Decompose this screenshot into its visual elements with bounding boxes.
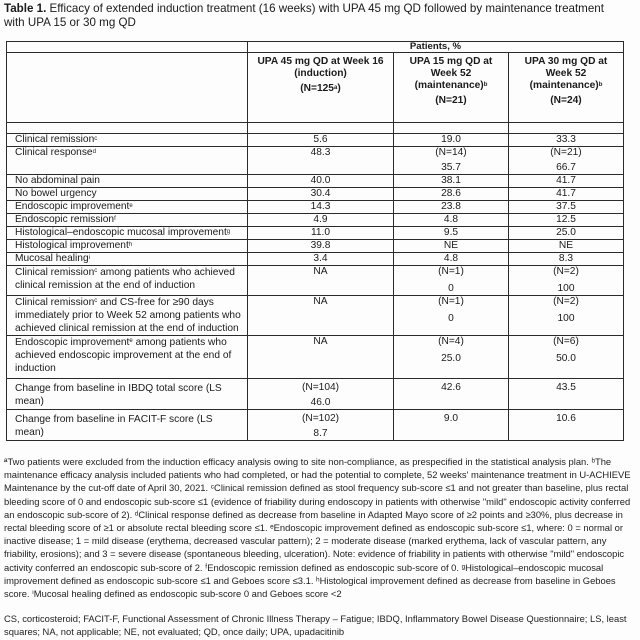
table-row: Endoscopic improvement$^e$ 14.3 23.8 37.5 (7, 201, 624, 214)
table-row: Endoscopic improvement$^e$ among patients who achieved endoscopic improvement at the end of induction NA (N=4) 25.0 (N=6) 50.0 (7, 336, 624, 379)
column-header-1: UPA 45 mg QD at Week 16 (induction) $(N=125^a)$ (248, 53, 394, 123)
abbreviations: CS, corticosteroid; FACIT-F, Functional Assessment of Chronic Illness Therapy – Fatigue; IBDQ, Inflammatory Bowel Disease Questionnaire; LS, least squares; NA, not applicable; NE, not evaluated; QD, once daily; UPA, upadacitinib (4, 613, 627, 638)
column-header-2: UPA 15 mg QD at Week 52 (maintenance)$^b$ (N=21) (394, 53, 509, 123)
table-row: Endoscopic remission$^f$ 4.9 4.8 12.5 (7, 214, 624, 227)
table-row: No bowel urgency 30.4 28.6 41.7 (7, 188, 624, 201)
table-row: Change from baseline in FACIT-F score (LS mean) (N=102) 8.7 9.0 10.6 (7, 410, 624, 441)
header-blank (7, 42, 248, 53)
table-row: Change from baseline in IBDQ total score (LS mean) (N=104) 46.0 42.6 43.5 (7, 379, 624, 410)
title-text-line2: with UPA 15 or 30 mg QD (4, 16, 136, 29)
table-number: Table 1. (4, 2, 47, 15)
table-row: Clinical response$^d$ 48.3 (N=14) 35.7 (N=21) 66.7 (7, 147, 624, 175)
footnotes: ªTwo patients were excluded from the induction efficacy analysis owing to site non-compliance, as prespecified in the statistical analysis plan. ᵇThe maintenance efficacy analysis included patients who had completed, or had the potential to complete, 52 weeks' maintenance treatment in U-ACHIEVE Maintenance by the cut-off date of April 30, 2021. ᶜClinical remission defined as stool frequency sub-score ≤1 and not greater than baseline, plus rectal bleeding score of 0 and endoscopic sub-score ≤1 (evidence of friability during endoscopy in patients with otherwise "mild" endoscopic activity conferred an endoscopic sub-score of 2). ᵈClinical response defined as decrease from baseline in Adapted Mayo score of ≥2 points and ≥30%, plus decrease in rectal bleeding score of ≥1 or absolute rectal bleeding score ≤1. ᵉEndoscopic improvement defined as endoscopic sub-score ≤1, where: 0 = normal or inactive disease; 1 = mild disease (erythema, decreased vascular pattern); 2 = moderate disease (marked erythema, lack of vascular pattern, any friability, erosions); and 3 = severe disease (spontaneous bleeding, ulceration). Note: evidence of friability in patients with otherwise "mild" endoscopic activity conferred an endoscopic sub-score of 2. ᶠEndoscopic remission defined as endoscopic sub-score of 0. ᵍHistological–endoscopic mucosal improvement defined as endoscopic sub-score ≤1 and Geboes score ≤3.1. ʰHistological improvement defined as decrease from baseline in Geboes score. ⁱMucosal healing defined as endoscopic sub-score 0 and Geboes score <2 (4, 456, 631, 600)
table-title (4, 2, 640, 30)
column-header-row (7, 53, 624, 123)
efficacy-table (6, 41, 624, 441)
table-row: Clinical remission$^c$ 5.6 19.0 33.3 (7, 134, 624, 147)
header-blank-2 (7, 53, 248, 123)
spacer-row (7, 123, 624, 134)
column-header-3: UPA 30 mg QD at Week 52 (maintenance)$^b$ (N=24) (509, 53, 624, 123)
table-row: Clinical remission$^c$ among patients who achieved clinical remission at the end of induction NA (N=1) 0 (N=2) 100 (7, 266, 624, 296)
title-text: Efficacy of extended induction treatment (16 weeks) with UPA 45 mg QD followed by maintenance treatment (46, 2, 604, 15)
table-row: Mucosal healing$^i$ 3.4 4.8 8.3 (7, 253, 624, 266)
table-row: No abdominal pain 40.0 38.1 41.7 (7, 175, 624, 188)
group-header: Patients, % (248, 42, 624, 53)
group-header-row (7, 42, 624, 53)
table-row: Clinical remission$^c$ and CS-free for ≥90 days immediately prior to Week 52 among patients who achieved clinical remission at the end of induction NA (N=1) 0 (N=2) 100 (7, 296, 624, 336)
table-row: Histological improvement$^h$ 39.8 NE NE (7, 240, 624, 253)
table-row: Histological–endoscopic mucosal improvement$^g$ 11.0 9.5 25.0 (7, 227, 624, 240)
